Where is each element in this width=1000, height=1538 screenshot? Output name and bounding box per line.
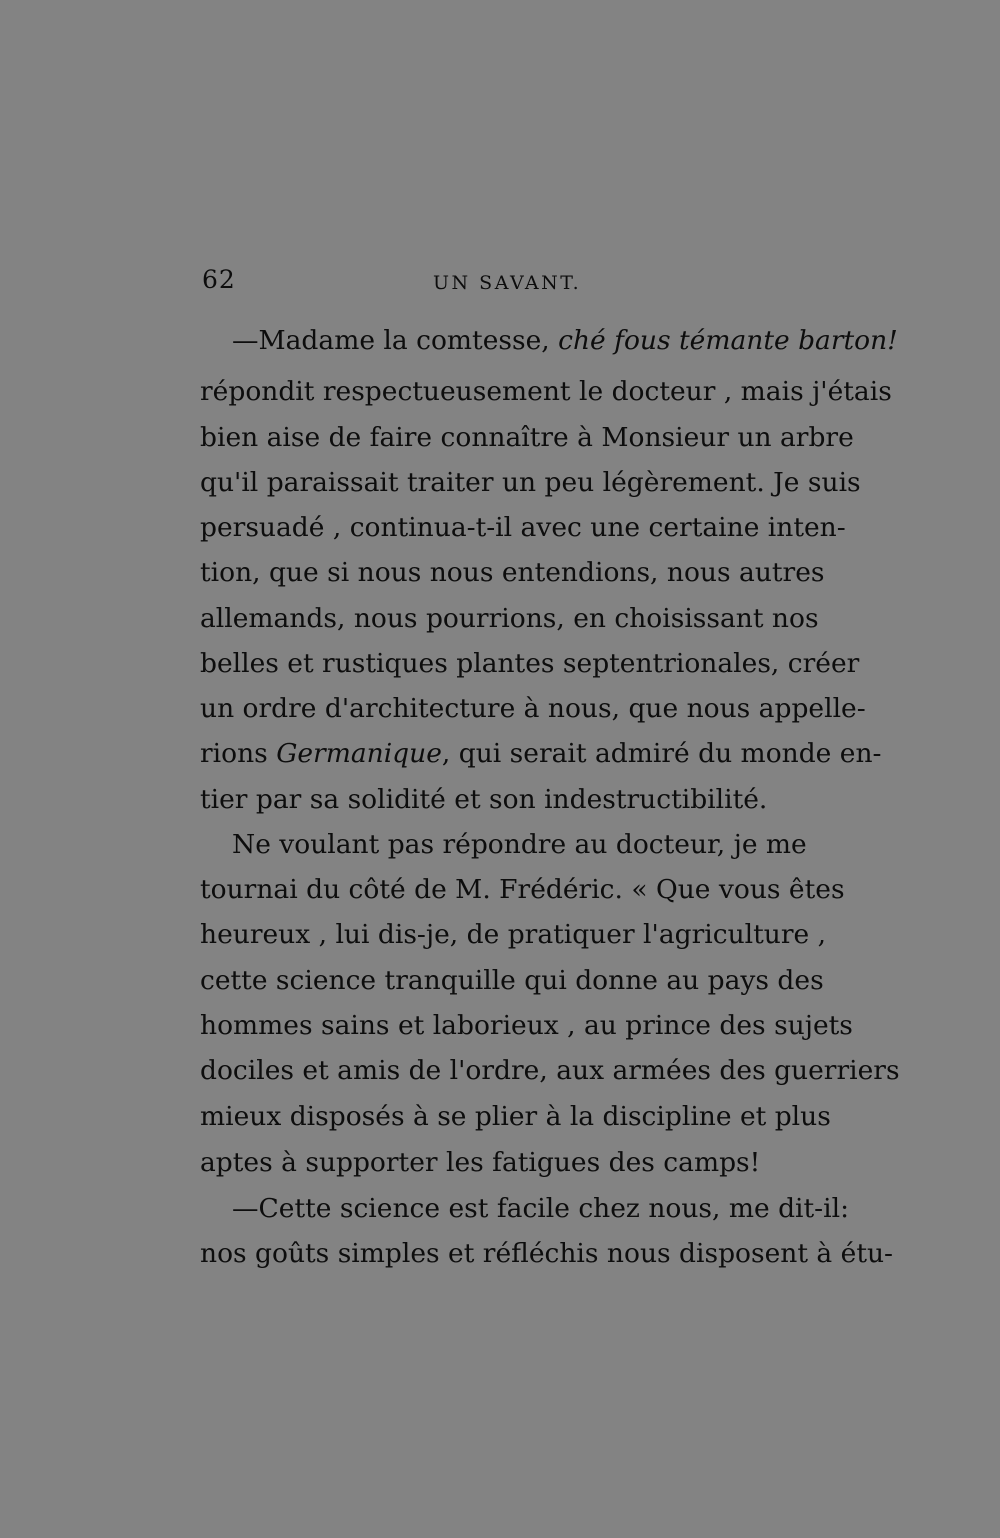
text-line: bien aise de faire connaître à Monsieur un arbre xyxy=(200,422,854,453)
text-line: persuadé , continua-t-il avec une certaine inten- xyxy=(200,512,846,543)
text-line: heureux , lui dis-je, de pratiquer l'agriculture , xyxy=(200,919,827,950)
text-line: répondit respectueusement le docteur , mais j'étais xyxy=(200,376,892,407)
text-line: mieux disposés à se plier à la discipline et plus xyxy=(200,1101,831,1132)
text-line: dociles et amis de l'ordre, aux armées des guerriers xyxy=(200,1055,900,1086)
text-line: belles et rustiques plantes septentrionales, créer xyxy=(200,648,860,679)
text-line: rions Germanique, qui serait admiré du monde en- xyxy=(200,738,882,769)
text-line: allemands, nous pourrions, en choisissant nos xyxy=(200,603,819,634)
text-line: Ne voulant pas répondre au docteur, je me xyxy=(232,829,807,860)
text-line: nos goûts simples et réfléchis nous disposent à étu- xyxy=(200,1238,893,1269)
text-line: hommes sains et laborieux , au prince des sujets xyxy=(200,1010,853,1041)
text-line: un ordre d'architecture à nous, que nous appelle- xyxy=(200,693,866,724)
text-line: —Cette science est facile chez nous, me dit-il: xyxy=(232,1193,850,1224)
text-line: —Madame la comtesse, ché fous témante barton! xyxy=(232,325,898,356)
text-line: qu'il paraissait traiter un peu légèrement. Je suis xyxy=(200,467,861,498)
text-line: cette science tranquille qui donne au pays des xyxy=(200,965,824,996)
page-number: 62 xyxy=(202,265,236,294)
running-title: UN SAVANT. xyxy=(433,272,582,294)
text-line: aptes à supporter les fatigues des camps! xyxy=(200,1147,761,1178)
text-line: tournai du côté de M. Frédéric. « Que vous êtes xyxy=(200,874,845,905)
text-line: tion, que si nous nous entendions, nous autres xyxy=(200,557,825,588)
text-line: tier par sa solidité et son indestructibilité. xyxy=(200,784,768,815)
